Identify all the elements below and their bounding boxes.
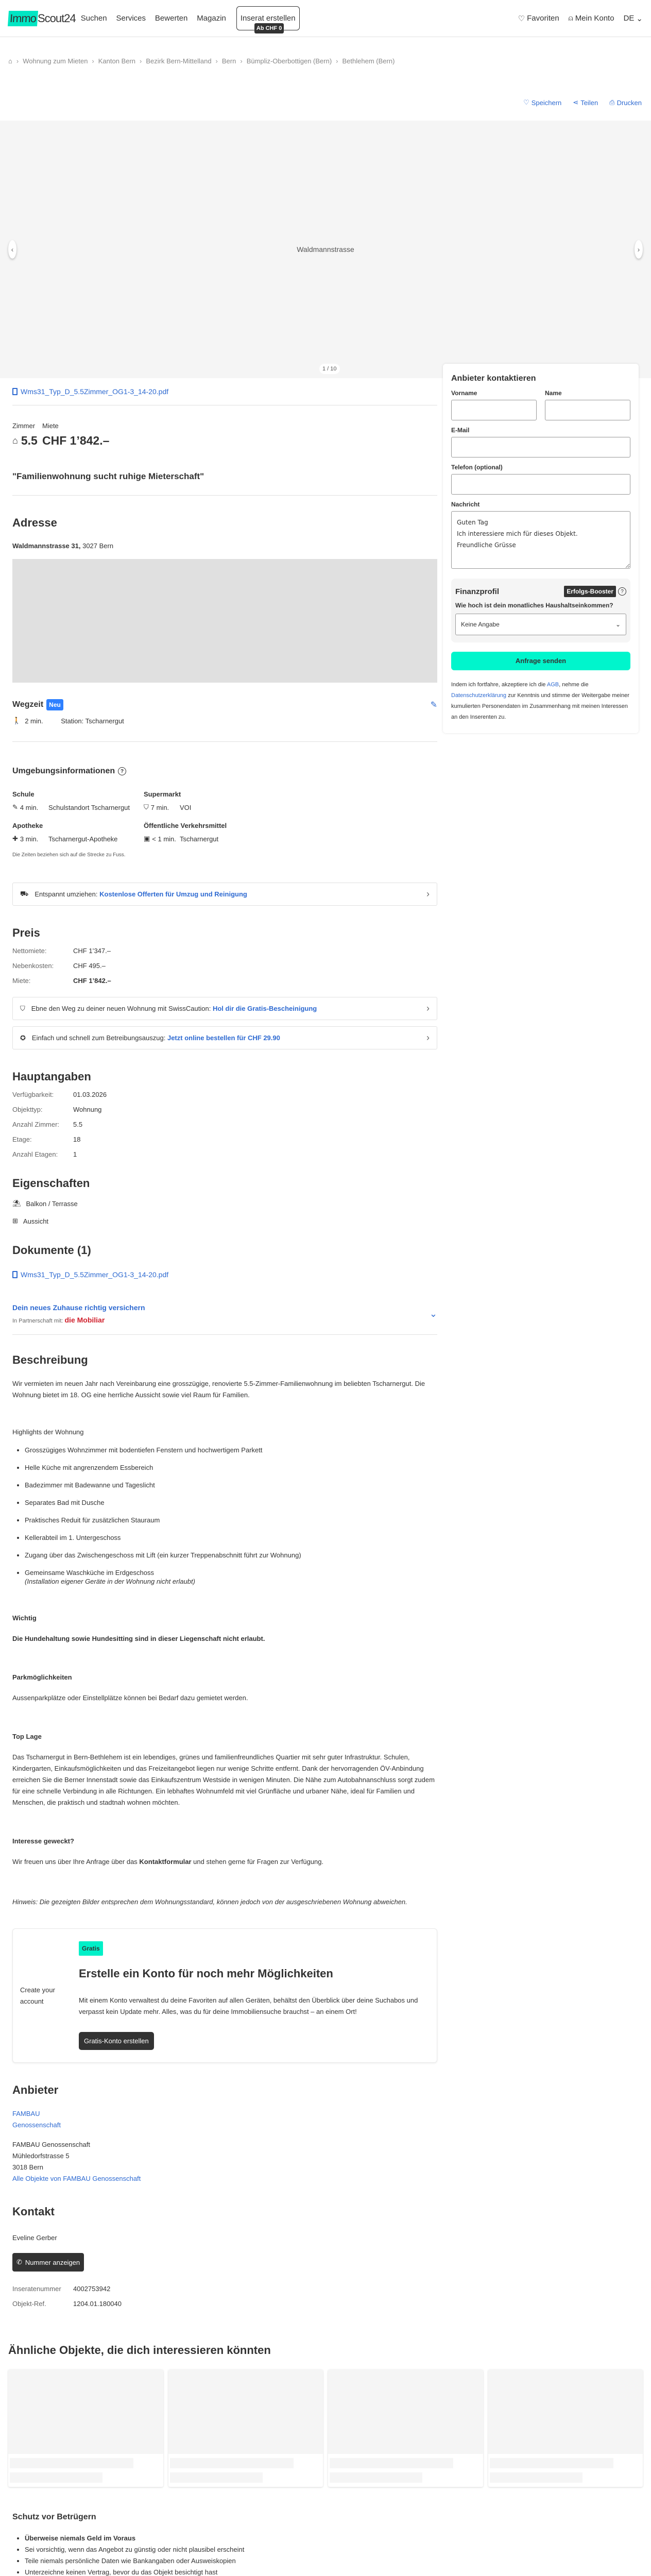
location-text: Das Tscharnergut in Bern-Bethlehem ist ein lebendiges, grünes und familienfreundliches Quartier mit sehr guter Infrastruktur. Schulen, Kindergarten, Einkaufsmöglichkeiten und das Freizeitangebot liegen nur wenige Schritte entfernt. Dank der hervorragenden ÖV-Anbindung erreichen Sie die Berner Innenstadt sowie das Einkaufszentrum Westside in wenigen Minuten. Die Nähe zum Autobahnanschluss sorgt zudem für eine schnelle Verbindung in alle Richtungen. Ein lebhaftes Wohnumfeld mit viel Grünfläche und urbaner Nähe, ideal für Familien und Menschen, die praktisch und stadtnah wohnen möchten. bbox=[12, 1753, 435, 1806]
walk-time: 2 min. bbox=[25, 717, 43, 725]
promo-move-banner[interactable]: ⛟ Entspannt umziehen: Kostenlose Offerten für Umzug und Reinigung › bbox=[12, 883, 437, 906]
favorites-link[interactable]: ♡ Favoriten bbox=[518, 14, 559, 23]
account-title: Erstelle ein Konto für noch mehr Möglichkeiten bbox=[79, 1967, 333, 1980]
share-button[interactable]: ⋖ Teilen bbox=[573, 98, 598, 107]
phone-input[interactable] bbox=[451, 474, 630, 495]
help-icon[interactable]: ? bbox=[618, 587, 626, 596]
breadcrumb-item[interactable]: Kanton Bern bbox=[98, 57, 136, 65]
rent-value: CHF 1’842.– bbox=[42, 434, 110, 447]
floorplan-pdf-link[interactable]: Wms31_Typ_D_5.5Zimmer_OG1-3_14-20.pdf bbox=[12, 378, 437, 405]
similar-heading: Ähnliche Objekte, die dich interessieren könnten bbox=[8, 2344, 271, 2357]
address-section bbox=[12, 496, 437, 742]
highlights-list: • Grosszügiges Wohnzimmer mit bodentiefen Fenstern und hochwertigem Parkett • Helle Küche mit angrenzendem Essbereich • Badezimmer mit Badewanne und Tageslicht • Separates Bad mit Dusche • Praktisches Reduit für zusätzlichen Stauraum • Kellerabteil im 1. Untergeschoss • Zugang über das Zwischengeschoss mit Lift (ein kurzer Treppenabschnitt führt zur Wohnung) • Gemeinsame Waschküche im Erdgeschoss (Installation eigener Geräte in der Wohnung nicht erlaubt) bbox=[25, 1446, 437, 1585]
walk-station: Station: Tscharnergut bbox=[61, 717, 124, 725]
description-section bbox=[12, 1334, 437, 1908]
account-image-alt: Create your account bbox=[20, 1986, 55, 2005]
booster-badge: Erfolgs-Booster bbox=[564, 586, 616, 597]
env-item-transport: Öffentliche Verkehrsmittel ▣ < 1 min. Tscharnergut bbox=[144, 822, 227, 843]
shield-check-icon: ⛉ bbox=[20, 1004, 25, 1012]
agb-link[interactable]: AGB bbox=[546, 682, 559, 688]
contact-form: Anbieter kontaktieren Vorname Name E-Mail Telefon (optional) Nachricht Guten Tag Ich interessiere mich für dieses Objekt. Freundliche Grüsse Finanzprofil Erfolgs-Booster ? Wie hoch ist dein monatliches Haushaltseinkommen? Keine Angabe ⌄ Anfrage senden Indem ich fortfahre, akzeptiere ich die AGB, nehme die Datenschutzerklärung zur Kenntnis und stimme der Weitergabe meiner kumulierten Personendaten im Zusammenhang mit meinen Interessen an den Inserenten zu. bbox=[443, 364, 639, 733]
card-text-placeholder bbox=[10, 2458, 133, 2468]
breadcrumb-item[interactable]: Bethlehem (Bern) bbox=[342, 57, 395, 65]
card-text-placeholder bbox=[330, 2458, 453, 2468]
documents-section bbox=[12, 1225, 437, 1288]
firstname-input[interactable] bbox=[451, 400, 537, 420]
chevron-right-icon: › bbox=[336, 57, 338, 65]
main-nav bbox=[81, 14, 233, 23]
location-title: Top Lage bbox=[12, 1733, 42, 1740]
card-image-placeholder bbox=[168, 2369, 323, 2454]
printer-icon: ⎙ bbox=[609, 98, 615, 106]
privacy-link[interactable]: Datenschutzerklärung bbox=[451, 692, 507, 699]
income-question: Wie hoch ist dein monatliches Haushaltseinkommen? bbox=[455, 602, 613, 609]
provider-name: FAMBAU Genossenschaft bbox=[12, 2141, 91, 2148]
ref-row: Inseratenummer 4002753942 bbox=[12, 2285, 111, 2293]
rooms-value: 5.5 bbox=[21, 434, 38, 447]
description-heading: Beschreibung bbox=[12, 1353, 88, 1366]
fraud-section: Schutz vor Betrügern • Überweise niemals Geld im Voraus • Sei vorsichtig, wenn das Angebot zu günstig oder nicht plausibel erscheint • Teile niemals persönliche Daten wie Bankangaben oder Ausweiskopien • Unterzeichne keinen Vertrag, bevor du das Objekt besichtigt hast bbox=[0, 2513, 651, 2576]
chevron-right-icon: › bbox=[140, 57, 142, 65]
nav-suchen[interactable]: Suchen bbox=[80, 14, 107, 23]
info-row: Objekttyp: Wohnung bbox=[12, 1106, 102, 1113]
image-gallery[interactable] bbox=[0, 121, 651, 378]
breadcrumb-item[interactable]: Bümpliz-Oberbottigen (Bern) bbox=[246, 57, 332, 65]
create-listing-button[interactable]: Inserat erstellen Ab CHF 0 bbox=[236, 6, 300, 30]
help-icon[interactable]: ? bbox=[118, 767, 126, 775]
save-button[interactable]: ♡ Speichern bbox=[523, 98, 562, 107]
phone-icon: ✆ bbox=[16, 2258, 22, 2266]
card-image-placeholder bbox=[8, 2369, 163, 2454]
ref-row: Objekt-Ref. 1204.01.180040 bbox=[12, 2300, 122, 2308]
home-icon[interactable]: ⌂ bbox=[8, 57, 12, 65]
insurance-title: Dein neues Zuhause richtig versichern bbox=[12, 1303, 145, 1312]
form-heading: Anbieter kontaktieren bbox=[451, 374, 536, 383]
window-view-icon: ⊞ bbox=[12, 1217, 18, 1225]
chevron-right-icon: › bbox=[92, 57, 94, 65]
breadcrumb-item[interactable]: Wohnung zum Mieten bbox=[23, 57, 88, 65]
promo-betreibung-banner[interactable]: ✪ Einfach und schnell zum Betreibungsauszug: Jetzt online bestellen für CHF 29.90 › bbox=[12, 1026, 437, 1049]
house-icon: ⌂ bbox=[12, 435, 18, 446]
card-text-placeholder bbox=[490, 2458, 613, 2468]
parking-text: Aussenparkplätze oder Einstellplätze können bei Bedarf dazu gemietet werden. bbox=[12, 1694, 248, 1702]
important-text: Die Hundehaltung sowie Hundesitting sind in dieser Liegenschaft nicht erlaubt. bbox=[12, 1635, 265, 1642]
card-image-placeholder bbox=[488, 2369, 643, 2454]
basket-icon: ⛉ bbox=[144, 803, 149, 811]
lastname-input[interactable] bbox=[545, 400, 630, 420]
contact-person: Eveline Gerber bbox=[12, 2234, 57, 2242]
feature-item: ⊞ Aussicht bbox=[12, 1217, 49, 1225]
map[interactable] bbox=[12, 559, 437, 683]
breadcrumb-item[interactable]: Bezirk Bern-Mittelland bbox=[146, 57, 212, 65]
chevron-right-icon: › bbox=[426, 1032, 430, 1043]
parking-title: Parkmöglichkeiten bbox=[12, 1673, 72, 1681]
gallery-caption: Waldmannstrasse bbox=[297, 245, 354, 253]
images-hint: Hinweis: Die gezeigten Bilder entsprechen dem Wohnungsstandard, können jedoch von der ausgeschriebenen Wohnung abweichen. bbox=[12, 1898, 407, 1906]
provider-city: 3018 Bern bbox=[12, 2163, 43, 2171]
card-image-placeholder bbox=[328, 2369, 483, 2454]
heart-icon: ♡ bbox=[523, 98, 529, 106]
chevron-right-icon: › bbox=[240, 57, 243, 65]
rent-label: Miete bbox=[42, 422, 59, 430]
info-row: Etage: 18 bbox=[12, 1136, 81, 1143]
chevron-right-icon: › bbox=[215, 57, 218, 65]
provider-street: Mühledorfstrasse 5 bbox=[12, 2152, 70, 2160]
immoscout-logo[interactable]: Immo Scout24 bbox=[8, 11, 76, 26]
heart-icon: ♡ bbox=[518, 14, 525, 23]
legal-notice: Indem ich fortfahre, akzeptiere ich die AGB, nehme die Datenschutzerklärung zur Kenntnis und stimme der Weitergabe meiner kumulierten Personendaten im Zusammenhang mit meinen Interessen an den Inserenten zu. bbox=[451, 682, 629, 720]
highlights-title: Highlights der Wohnung bbox=[12, 1428, 84, 1436]
finance-title: Finanzprofil bbox=[455, 587, 499, 596]
interest-title: Interesse geweckt? bbox=[12, 1837, 74, 1845]
info-row: Anzahl Etagen: 1 bbox=[12, 1150, 77, 1158]
listing-title: "Familienwohnung sucht ruhige Mieterschaft" bbox=[12, 471, 204, 481]
features-section bbox=[12, 1158, 437, 1225]
chevron-right-icon: › bbox=[16, 57, 19, 65]
rooms-label: Zimmer bbox=[12, 422, 36, 430]
contact-section bbox=[12, 2184, 437, 2308]
chevron-down-icon: ⌄ bbox=[615, 621, 621, 628]
finance-profile bbox=[451, 579, 630, 642]
share-icon: ⋖ bbox=[573, 98, 579, 106]
card-text-placeholder bbox=[170, 2458, 294, 2468]
account-link[interactable]: ⍝ Mein Konto bbox=[568, 14, 614, 23]
environment-section bbox=[12, 767, 437, 858]
price-heading: Preis bbox=[12, 926, 40, 939]
promo-swisscaution-banner[interactable]: ⛉ Ebne den Weg zu deiner neuen Wohnung mit SwissCaution: Hol dir die Gratis-Bescheinigung › bbox=[12, 997, 437, 1020]
truck-icon: ⛟ bbox=[20, 889, 29, 897]
all-objects-link[interactable]: Alle Objekte von FAMBAU Genossenschaft bbox=[12, 2175, 141, 2182]
features-heading: Eigenschaften bbox=[12, 1177, 90, 1190]
card-text-placeholder bbox=[490, 2472, 583, 2483]
description-intro: Wir vermieten im neuen Jahr nach Vereinbarung eine grosszügige, renovierte 5.5-Zimmer-Familienwohnung im beliebten Tscharnergut. Die Wohnung bietet im 18. OG eine herrliche Aussicht sowie viel Raum für Familien. bbox=[12, 1380, 425, 1399]
address-city: 3027 Bern bbox=[82, 542, 114, 550]
provider-link[interactable]: Genossenschaft bbox=[12, 2121, 61, 2129]
document-icon bbox=[12, 1271, 18, 1278]
important-title: Wichtig bbox=[12, 1614, 37, 1622]
award-icon: ✪ bbox=[20, 1033, 26, 1042]
walking-icon: 🚶 bbox=[12, 717, 21, 724]
mobiliar-logo: die Mobiliar bbox=[64, 1316, 105, 1324]
breadcrumb-item[interactable]: Bern bbox=[221, 57, 236, 65]
create-account-button[interactable]: Gratis-Konto erstellen bbox=[79, 2032, 154, 2050]
interest-text: Wir freuen uns über Ihre Anfrage über das Kontaktformular und stehen gerne für Fragen zur Verfügung. bbox=[12, 1858, 324, 1866]
balcony-icon: ⛱ bbox=[12, 1199, 21, 1207]
similar-section bbox=[0, 2344, 651, 2487]
gratis-badge: Gratis bbox=[79, 1941, 103, 1956]
tram-icon: ▣ bbox=[144, 835, 150, 842]
contact-sidebar bbox=[443, 364, 639, 2308]
email-input[interactable] bbox=[451, 437, 630, 457]
pharmacy-cross-icon: ✚ bbox=[12, 835, 18, 842]
send-request-button[interactable]: Anfrage senden bbox=[451, 652, 630, 670]
create-account-card bbox=[12, 1928, 437, 2063]
chevron-left-icon: ‹ bbox=[11, 245, 14, 253]
card-text-placeholder bbox=[10, 2472, 102, 2483]
info-row: Verfügbarkeit: 01.03.2026 bbox=[12, 1091, 107, 1098]
main-info-section bbox=[12, 1049, 437, 1158]
print-button[interactable]: ⎙ Drucken bbox=[609, 98, 642, 107]
documents-heading: Dokumente (1) bbox=[12, 1244, 91, 1257]
similar-listing-card[interactable] bbox=[328, 2369, 483, 2487]
similar-listing-card[interactable] bbox=[168, 2369, 323, 2487]
account-text: Mit einem Konto verwaltest du deine Favoriten auf allen Geräten, behältst den Überblick über deine Suchabos und verpasst kein Update mehr. Alles, was du für deine Immobiliensuche brauchst – an einem Ort! bbox=[79, 1996, 418, 2015]
show-number-button[interactable]: ✆ Nummer anzeigen bbox=[12, 2253, 84, 2272]
nav-services[interactable]: Services bbox=[116, 14, 146, 23]
provider-section bbox=[12, 2063, 437, 2184]
message-textarea[interactable] bbox=[451, 511, 630, 569]
nav-magazin[interactable]: Magazin bbox=[197, 14, 226, 23]
new-badge: Neu bbox=[46, 699, 63, 710]
nav-bewerten[interactable]: Bewerten bbox=[155, 14, 188, 23]
env-item-school: Schule ✎ 4 min. Schulstandort Tscharnergut bbox=[12, 790, 130, 811]
price-row: Nettomiete: CHF 1’347.– bbox=[12, 947, 111, 955]
env-item-pharmacy: Apotheke ✚ 3 min. Tscharnergut-Apotheke bbox=[12, 822, 118, 843]
card-text-placeholder bbox=[170, 2472, 263, 2483]
price-section bbox=[12, 906, 437, 1049]
price-row: Nebenkosten: CHF 495.– bbox=[12, 962, 106, 970]
chevron-right-icon: › bbox=[426, 1003, 430, 1013]
document-link[interactable]: Wms31_Typ_D_5.5Zimmer_OG1-3_14-20.pdf bbox=[12, 1257, 437, 1288]
main-content bbox=[12, 378, 437, 2308]
env-item-supermarket: Supermarkt ⛉ 7 min. VOI bbox=[144, 790, 192, 811]
price-badge: Ab CHF 0 bbox=[254, 23, 284, 33]
income-select[interactable]: Keine Angabe ⌄ bbox=[455, 614, 626, 635]
language-select[interactable]: DE ⌄ bbox=[623, 14, 643, 23]
contact-heading: Kontakt bbox=[12, 2205, 55, 2218]
card-text-placeholder bbox=[330, 2472, 422, 2483]
environment-heading: Umgebungsinformationen bbox=[12, 767, 115, 775]
top-header bbox=[0, 0, 651, 37]
edit-pencil-icon[interactable]: ✎ bbox=[430, 701, 437, 709]
user-icon: ⍝ bbox=[568, 14, 573, 23]
wegzeit-heading: Wegzeit bbox=[12, 700, 44, 709]
document-icon bbox=[12, 388, 18, 395]
breadcrumb bbox=[0, 37, 651, 84]
info-row: Anzahl Zimmer: 5.5 bbox=[12, 1121, 83, 1128]
gallery-prev-button[interactable] bbox=[8, 240, 16, 259]
listing-actions bbox=[0, 84, 651, 121]
similar-listing-card[interactable] bbox=[488, 2369, 643, 2487]
key-facts bbox=[12, 405, 437, 496]
similar-listing-card[interactable] bbox=[8, 2369, 163, 2487]
walking-note: Die Zeiten beziehen sich auf die Strecke zu Fuss. bbox=[12, 852, 126, 858]
main-info-heading: Hauptangaben bbox=[12, 1070, 91, 1083]
feature-item: ⛱ Balkon / Terrasse bbox=[12, 1199, 78, 1208]
price-row: Miete: CHF 1’842.– bbox=[12, 977, 111, 985]
address-street: Waldmannstrasse 31, bbox=[12, 542, 81, 550]
chevron-down-icon[interactable]: ⌄ bbox=[429, 1308, 437, 1319]
provider-heading: Anbieter bbox=[12, 2083, 59, 2096]
address-heading: Adresse bbox=[12, 516, 57, 529]
chevron-down-icon: ⌄ bbox=[636, 14, 643, 23]
school-icon: ✎ bbox=[12, 803, 18, 811]
chevron-right-icon: › bbox=[637, 245, 640, 253]
insurance-teaser[interactable]: Dein neues Zuhause richtig versichern In Partnerschaft mit: die Mobiliar ⌄ bbox=[12, 1303, 437, 1324]
provider-link[interactable]: FAMBAU bbox=[12, 2110, 40, 2117]
gallery-counter: 1 / 10 bbox=[319, 364, 340, 374]
fraud-heading: Schutz vor Betrügern bbox=[12, 2513, 96, 2521]
gallery-next-button[interactable] bbox=[635, 240, 643, 259]
chevron-right-icon: › bbox=[426, 889, 430, 899]
